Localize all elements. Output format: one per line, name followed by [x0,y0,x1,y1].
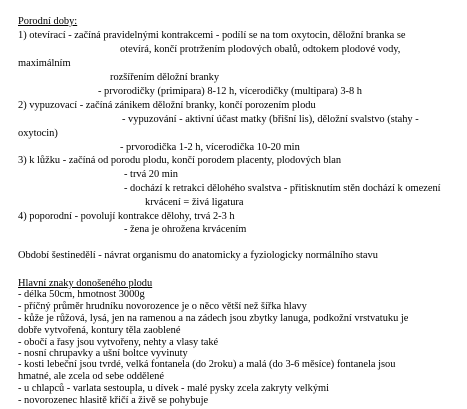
text-line: - žena je ohrožena krvácením [124,224,247,235]
text-line: maximálním [18,58,71,69]
text-line: - kosti lebeční jsou tvrdé, velká fontanela (do 2roku) a malá (do 3-6 měsíce) fontanela jsou [18,359,396,371]
text-line: - vypuzování - aktivní účast matky (břišní lis), děložní svalstvo (stahy - [122,114,419,125]
text-line: - prvorodičky (primipara) 8-12 h, vícerodičky (multipara) 3-8 h [98,86,363,97]
text-line: - nosní chrupavky a ušní boltce vyvinuty [18,348,188,360]
text-line: dobře vytvořená, kontury těla zaoblené [18,324,181,336]
text-line: 2) vypuzovací - začíná zánikem děložní branky, končí porozením plodu [18,100,316,111]
text-line: - u chlapců - varlata sestoupla, u dívek - malé pysky zcela zakryty velkými [18,383,330,395]
text-line: - délka 50cm, hmotnost 3000g [18,289,145,300]
text-line: - trvá 20 min [124,169,178,180]
text-line: 3) k lůžku - začíná od porodu plodu, končí porodem placenty, plodových blan [18,155,342,166]
section-heading-newborn-features: Hlavní znaky donošeného plodu [18,278,153,289]
text-line: - dochází k retrakci dělohého svalstva - přitisknutím stěn dochází k omezení [124,183,441,194]
text-line: 4) poporodní - povolují kontrakce dělohy, trvá 2-3 h [18,211,235,222]
text-line: Období šestinedělí - návrat organismu do anatomicky a fyziologicky normálního stavu [18,250,378,261]
section-heading-labor-stages: Porodní doby: [18,16,78,27]
text-line: 1) otevírací - začíná pravidelnými kontrakcemi - podílí se na tom oxytocin, děložní branka se [18,30,406,41]
text-line: otevírá, končí protržením plodových obalů, odtokem plodové vody, [120,44,401,55]
text-line: oxytocin) [18,128,58,139]
text-line: krvácení = živá ligatura [145,197,244,208]
text-line: - kůže je růžová, lysá, jen na ramenou a na zádech jsou zbytky lanuga, podkožní vrstvatuku je [18,312,409,324]
text-line: - prvorodička 1-2 h, vícerodička 10-20 min [120,142,300,153]
text-line: - příčný průměr hrudníku novorozence je o něco větší než šířka hlavy [18,300,307,312]
text-line: - novorozenec hlasitě křičí a živě se pohybuje [18,395,209,406]
text-line: rozšířením děložní branky [110,72,220,83]
text-line: hmatné, ale zcela od sebe oddělené [18,371,164,383]
text-line: - obočí a řasy jsou vytvořeny, nehty a vlasy také [18,336,219,348]
